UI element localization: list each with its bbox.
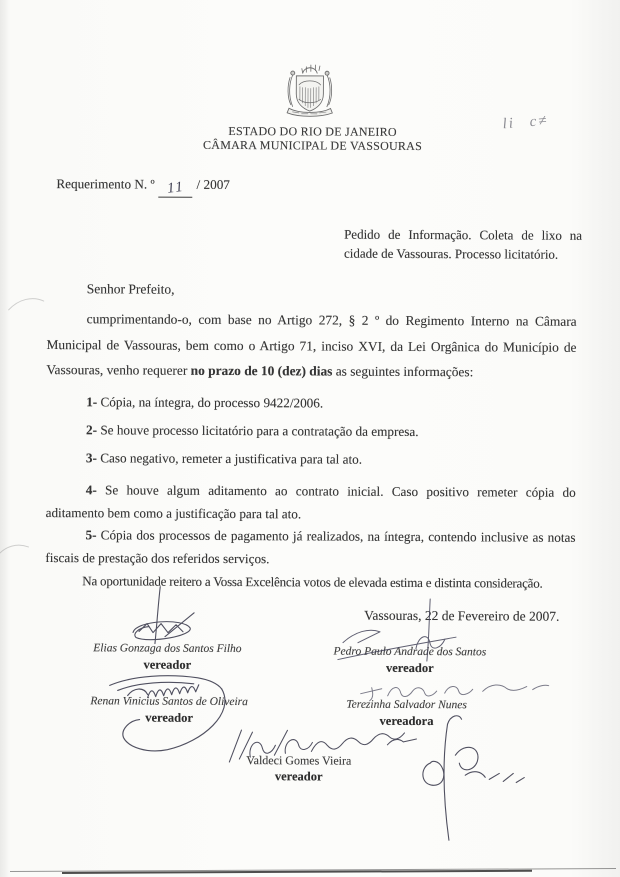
signature-name: Renan Vinicius Santos de Oliveira xyxy=(90,695,248,709)
paragraph-line3 xyxy=(46,357,576,385)
signature-name: Elias Gonzaga dos Santos Filho xyxy=(93,642,242,656)
signature-block-renan xyxy=(77,694,262,726)
item-text: Caso negativo, remeter a justificativa para tal ato. xyxy=(100,450,363,467)
signature-title: vereador xyxy=(274,769,323,784)
dateline: Vassouras, 22 de Fevereiro de 2007. xyxy=(364,607,560,624)
item-text-line2: aditamento bem como a justificação para tal ato. xyxy=(45,505,302,522)
signature-title: vereador xyxy=(385,660,434,676)
request-number-prefix: Requerimento N. º xyxy=(56,176,155,192)
item-text: Se houve processo licitatório para a contratação da empresa. xyxy=(100,422,419,439)
request-number-suffix: / 2007 xyxy=(196,176,230,192)
elias-signature-ink xyxy=(133,586,194,643)
closing-line: Na oportunidade reitero a Vossa Excelência votos de elevada estima e distinta consideração. xyxy=(82,573,543,591)
org-name-line2: CÂMARA MUNICIPAL DE VASSOURAS xyxy=(203,137,423,153)
body-paragraph xyxy=(46,306,576,385)
request-item-2 xyxy=(46,418,576,444)
request-item-4 xyxy=(46,478,576,527)
paragraph-line3-bold: no prazo de 10 (dez) dias xyxy=(190,362,333,379)
item-number: 3- xyxy=(85,450,97,466)
item-number: 1- xyxy=(86,394,98,410)
signature-block-valdeci xyxy=(221,753,376,785)
signature-title: vereador xyxy=(143,657,192,672)
signature-name: Pedro Paulo Andrade dos Santos xyxy=(333,645,487,659)
coat-of-arms-icon xyxy=(281,61,339,117)
letterhead xyxy=(203,125,423,153)
request-number-line xyxy=(56,176,230,198)
subject-line2: cidade de Vassouras. Processo licitatório. xyxy=(343,245,559,262)
signature-block-terezinha xyxy=(327,698,487,730)
item-text-line2: fiscais de prestação dos referidos serviços. xyxy=(45,550,270,567)
subject-line1: Pedido de Informação. Coleta de lixo na xyxy=(344,226,583,243)
handwritten-request-number: 11 xyxy=(165,178,186,197)
signature-title: vereador xyxy=(145,710,193,725)
signature-title: vereadora xyxy=(379,713,434,729)
request-item-5 xyxy=(45,523,575,572)
signature-name: Valdeci Gomes Vieira xyxy=(246,753,352,768)
salutation: Senhor Prefeito, xyxy=(86,281,175,297)
paragraph-line3-pre: Vassouras, venho requerer xyxy=(46,362,191,378)
scan-margin-marks xyxy=(0,298,44,556)
item-text: Cópia, na íntegra, do processo 9422/2006. xyxy=(100,394,324,411)
item-text: Cópia dos processos de pagamento já realizados, na íntegra, contendo inclusive as notas xyxy=(100,527,576,545)
signature-block-elias xyxy=(85,641,250,673)
paragraph-line2: Municipal de Vassouras, bem como o Artigo 71, inciso XVI, da Lei Orgânica do Município de xyxy=(46,336,577,355)
pencil-annotation: li c≠ xyxy=(502,112,550,133)
signature-name: Terezinha Salvador Nunes xyxy=(346,698,467,712)
org-name-line1: ESTADO DO RIO DE JANEIRO xyxy=(228,123,397,139)
item-number: 4- xyxy=(85,482,97,498)
item-number: 2- xyxy=(86,422,98,438)
subject-block xyxy=(344,225,582,264)
request-number-blank xyxy=(158,180,192,198)
item-text: Se houve algum aditamento ao contrato inicial. Caso positivo remeter cópia do xyxy=(104,482,576,500)
paragraph-line3-post: as seguintes informações: xyxy=(332,363,474,380)
request-item-1 xyxy=(46,390,576,416)
bottom-right-signature-ink xyxy=(423,716,525,841)
request-item-3 xyxy=(46,446,576,472)
signature-block-pedro xyxy=(315,644,505,676)
item-number: 5- xyxy=(85,527,97,543)
paragraph-line1: cumprimentando-o, com base no Artigo 272, § 2 º do Regimento Interno na Câmara xyxy=(86,311,577,329)
